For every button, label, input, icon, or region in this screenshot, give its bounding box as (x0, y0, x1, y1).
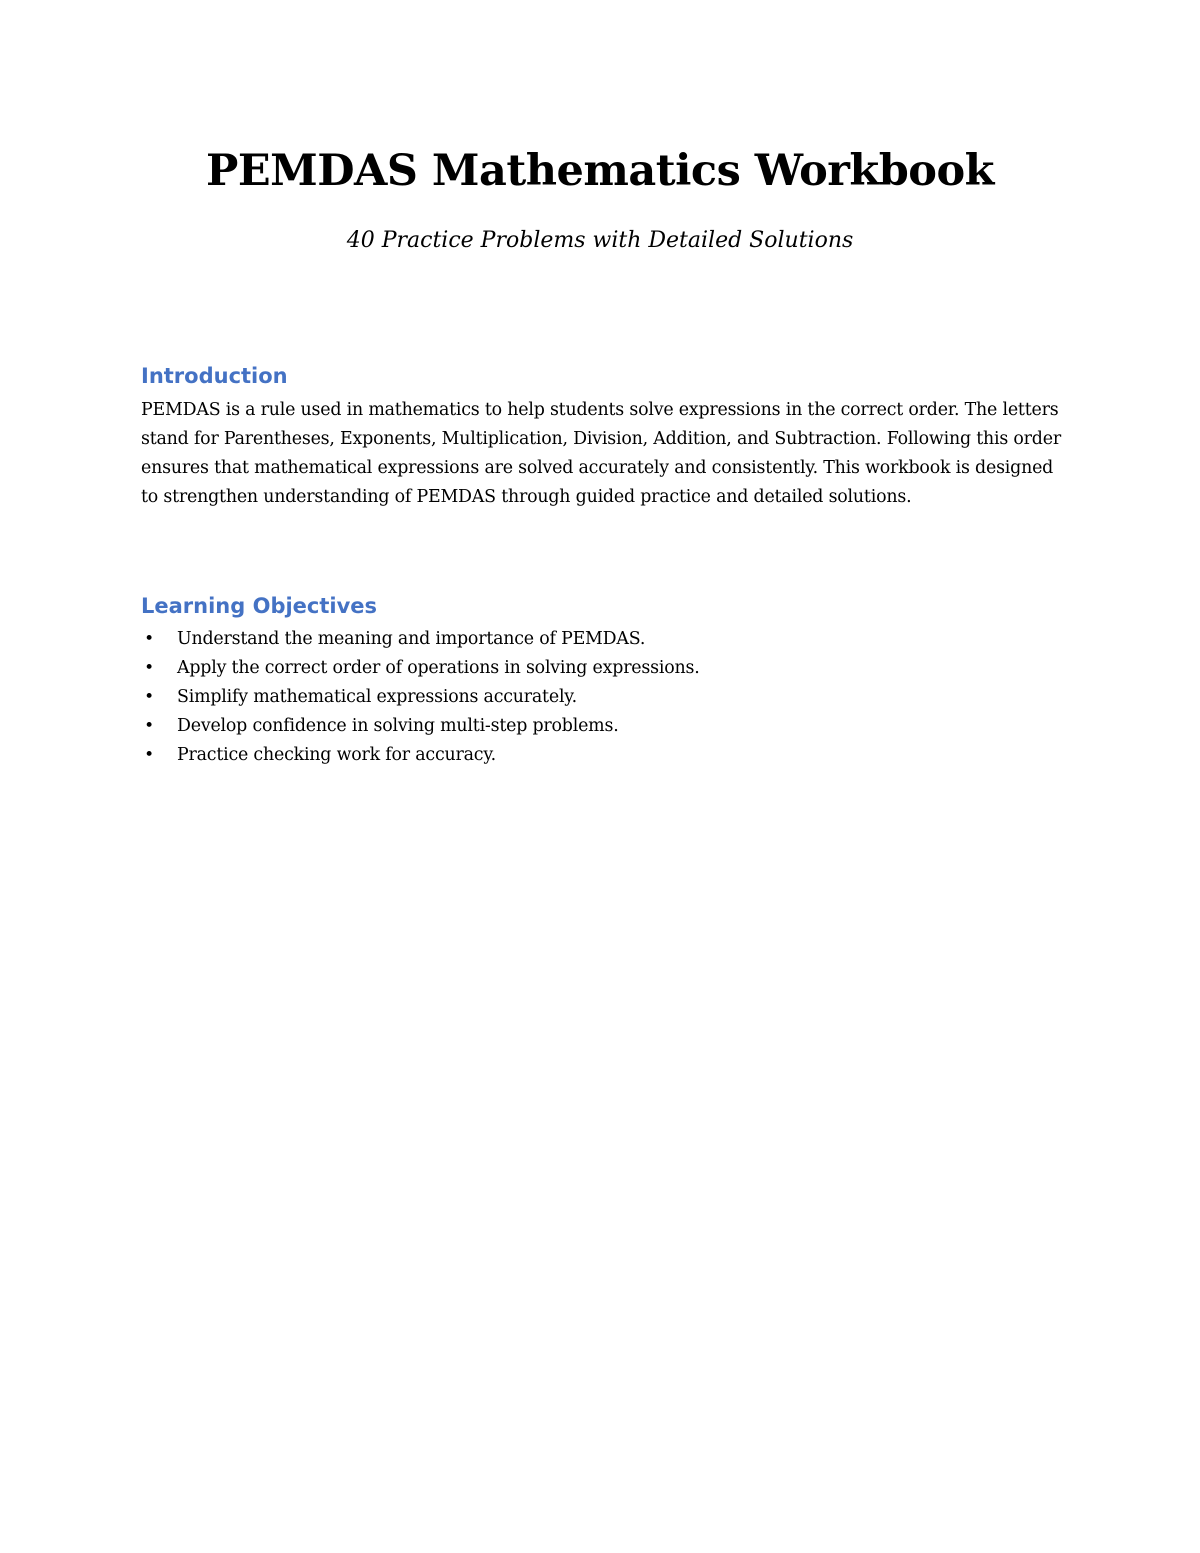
list-item (141, 654, 1071, 683)
list-item (141, 741, 1071, 770)
introduction-heading: Introduction (141, 364, 288, 388)
bullet-icon: • (144, 629, 154, 649)
list-item (141, 625, 1071, 654)
learning-objectives-list (141, 625, 1071, 770)
learning-objectives-heading: Learning Objectives (141, 594, 378, 618)
bullet-icon: • (144, 658, 154, 678)
list-item-text: Develop confidence in solving multi-step problems. (177, 716, 619, 736)
list-item (141, 683, 1071, 712)
document-title: PEMDAS Mathematics Workbook (206, 146, 994, 196)
introduction-paragraph: PEMDAS is a rule used in mathematics to help students solve expressions in the correct order. The letters stand for Parentheses, Exponents, Multiplication, Division, Addition, and Subtraction. Following this order ensures that mathematical expressions are solved accurately and consistently. This workbook is designed to strengthen understanding of PEMDAS through guided practice and detailed solutions. (141, 400, 1061, 507)
list-item-text: Apply the correct order of operations in solving expressions. (177, 658, 700, 678)
bullet-icon: • (144, 687, 154, 707)
bullet-icon: • (144, 745, 154, 765)
document-subtitle: 40 Practice Problems with Detailed Solutions (346, 228, 854, 253)
list-item-text: Understand the meaning and importance of PEMDAS. (177, 629, 646, 649)
list-item-text: Simplify mathematical expressions accurately. (177, 687, 577, 707)
bullet-icon: • (144, 716, 154, 736)
list-item (141, 712, 1071, 741)
list-item-text: Practice checking work for accuracy. (177, 745, 496, 765)
